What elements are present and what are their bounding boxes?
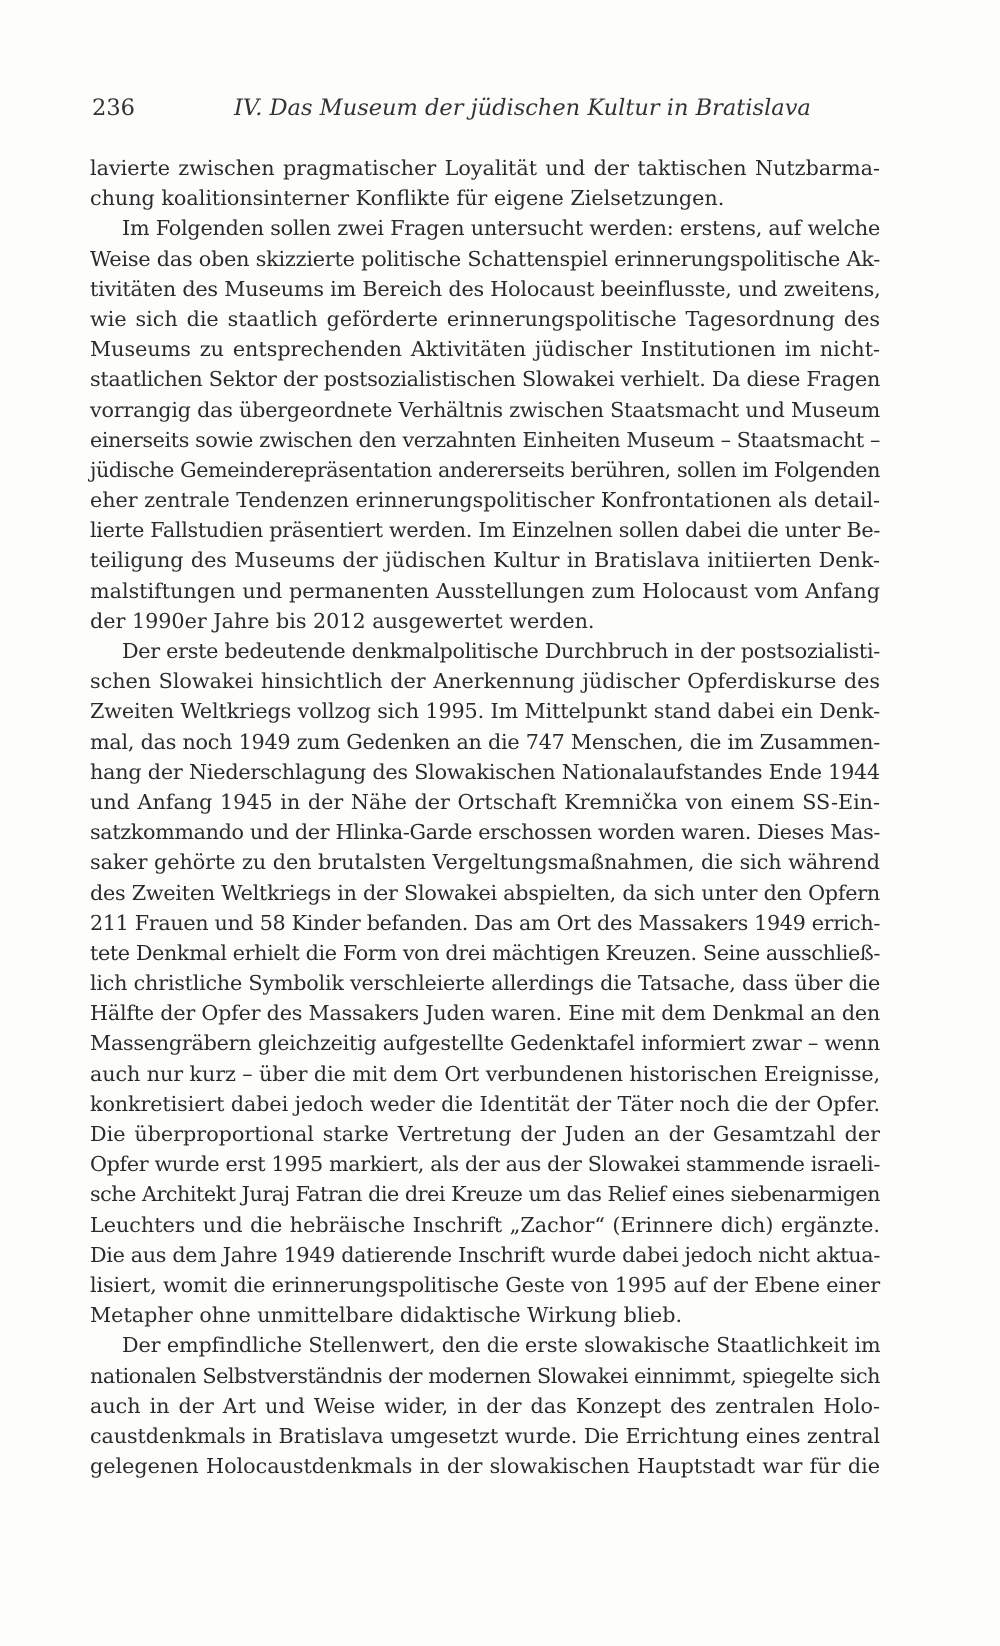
text-line: caustdenkmals in Bratislava umgesetzt wurde. Die Errichtung eines zentral: [90, 1423, 880, 1448]
text-line: Im Folgenden sollen zwei Fragen untersucht werden: erstens, auf welche: [122, 216, 880, 241]
text-line: Der empfindliche Stellenwert, den die erste slowakische Staatlichkeit im: [122, 1333, 881, 1358]
text-line: und Anfang 1945 in der Nähe der Ortschaft Kremnička von einem SS-Ein-: [90, 789, 880, 814]
text-line: Weise das oben skizzierte politische Schattenspiel erinnerungspolitische Ak-: [90, 246, 880, 271]
text-line: Leuchters und die hebräische Inschrift „Zachor“ (Erinnere dich) ergänzte.: [90, 1212, 880, 1237]
text-line: lisiert, womit die erinnerungspolitische Geste von 1995 auf der Ebene einer: [90, 1272, 880, 1297]
text-line: Die aus dem Jahre 1949 datierende Inschrift wurde dabei jedoch nicht aktua-: [90, 1242, 880, 1267]
text-line: jüdische Gemeinderepräsentation andererseits berühren, sollen im Folgenden: [90, 457, 880, 482]
text-line: malstiftungen und permanenten Ausstellungen zum Holocaust vom Anfang: [90, 578, 880, 603]
text-line: konkretisiert dabei jedoch weder die Identität der Täter noch die der Opfer.: [90, 1091, 880, 1116]
text-line: lich christliche Symbolik verschleierte allerdings die Tatsache, dass über die: [90, 971, 880, 996]
text-line: saker gehörte zu den brutalsten Vergeltungsmaßnahmen, die sich während: [90, 850, 881, 875]
page-header: [92, 88, 892, 128]
page-number: 236: [92, 95, 135, 121]
text-line: Zweiten Weltkriegs vollzog sich 1995. Im Mittelpunkt stand dabei ein Denk-: [90, 699, 880, 724]
text-line: wie sich die staatlich geförderte erinnerungspolitische Tagesordnung des: [90, 306, 880, 331]
text-line: 211 Frauen und 58 Kinder befanden. Das am Ort des Massakers 1949 errich-: [90, 910, 880, 935]
text-line: lavierte zwischen pragmatischer Loyalität und der taktischen Nutzbarma-: [90, 156, 880, 180]
text-line: auch nur kurz – über die mit dem Ort verbundenen historischen Ereignisse,: [90, 1061, 880, 1086]
text-line: eher zentrale Tendenzen erinnerungspolitischer Konfrontationen als detail-: [90, 488, 880, 513]
text-line: Museums zu entsprechenden Aktivitäten jüdischer Institutionen im nicht-: [90, 337, 880, 362]
text-line: mal, das noch 1949 zum Gedenken an die 747 Menschen, die im Zusammen-: [90, 729, 880, 754]
text-line: tete Denkmal erhielt die Form von drei mächtigen Kreuzen. Seine ausschließ-: [90, 940, 880, 965]
text-line: schen Slowakei hinsichtlich der Anerkennung jüdischer Opferdiskurse des: [90, 669, 880, 694]
text-line: satzkommando und der Hlinka-Garde erschossen worden waren. Dieses Mas-: [90, 820, 880, 845]
text-line: Der erste bedeutende denkmalpolitische Durchbruch in der postsozialisti-: [122, 639, 880, 663]
text-line: hang der Niederschlagung des Slowakischen Nationalaufstandes Ende 1944: [90, 759, 880, 784]
text-line: sche Architekt Juraj Fatran die drei Kreuze um das Relief eines siebenarmigen: [90, 1182, 880, 1207]
text-line: Metapher ohne unmittelbare didaktische Wirkung blieb.: [90, 1303, 683, 1328]
text-line: auch in der Art und Weise wider, in der das Konzept des zentralen Holo-: [90, 1393, 880, 1418]
text-line: vorrangig das übergeordnete Verhältnis zwischen Staatsmacht und Museum: [90, 397, 880, 422]
text-line: chung koalitionsinterner Konflikte für eigene Zielsetzungen.: [90, 186, 725, 211]
text-line: des Zweiten Weltkriegs in der Slowakei abspielten, da sich unter den Opfern: [90, 880, 880, 905]
text-line: der 1990er Jahre bis 2012 ausgewertet werden.: [90, 608, 595, 633]
text-line: staatlichen Sektor der postsozialistischen Slowakei verhielt. Da diese Fragen: [90, 367, 880, 392]
text-line: lierte Fallstudien präsentiert werden. Im Einzelnen sollen dabei die unter Be-: [90, 518, 880, 543]
text-line: tivitäten des Museums im Bereich des Holocaust beeinflusste, und zweitens,: [90, 276, 881, 301]
body-text: [90, 153, 880, 1481]
text-line: nationalen Selbstverständnis der modernen Slowakei einnimmt, spiegelte sich: [90, 1363, 880, 1388]
text-line: gelegenen Holocaustdenkmals in der slowakischen Hauptstadt war für die: [90, 1454, 880, 1479]
text-line: Opfer wurde erst 1995 markiert, als der aus der Slowakei stammende israeli-: [90, 1152, 880, 1177]
text-line: teiligung des Museums der jüdischen Kultur in Bratislava initiierten Denk-: [90, 548, 880, 573]
text-line: einerseits sowie zwischen den verzahnten Einheiten Museum – Staatsmacht –: [90, 427, 880, 452]
text-line: Die überproportional starke Vertretung der Juden an der Gesamtzahl der: [90, 1122, 880, 1146]
running-title: IV. Das Museum der jüdischen Kultur in Bratislava: [234, 95, 811, 121]
text-line: Hälfte der Opfer des Massakers Juden waren. Eine mit dem Denkmal an den: [90, 1001, 880, 1026]
text-line: Massengräbern gleichzeitig aufgestellte Gedenktafel informiert zwar – wenn: [90, 1031, 880, 1056]
